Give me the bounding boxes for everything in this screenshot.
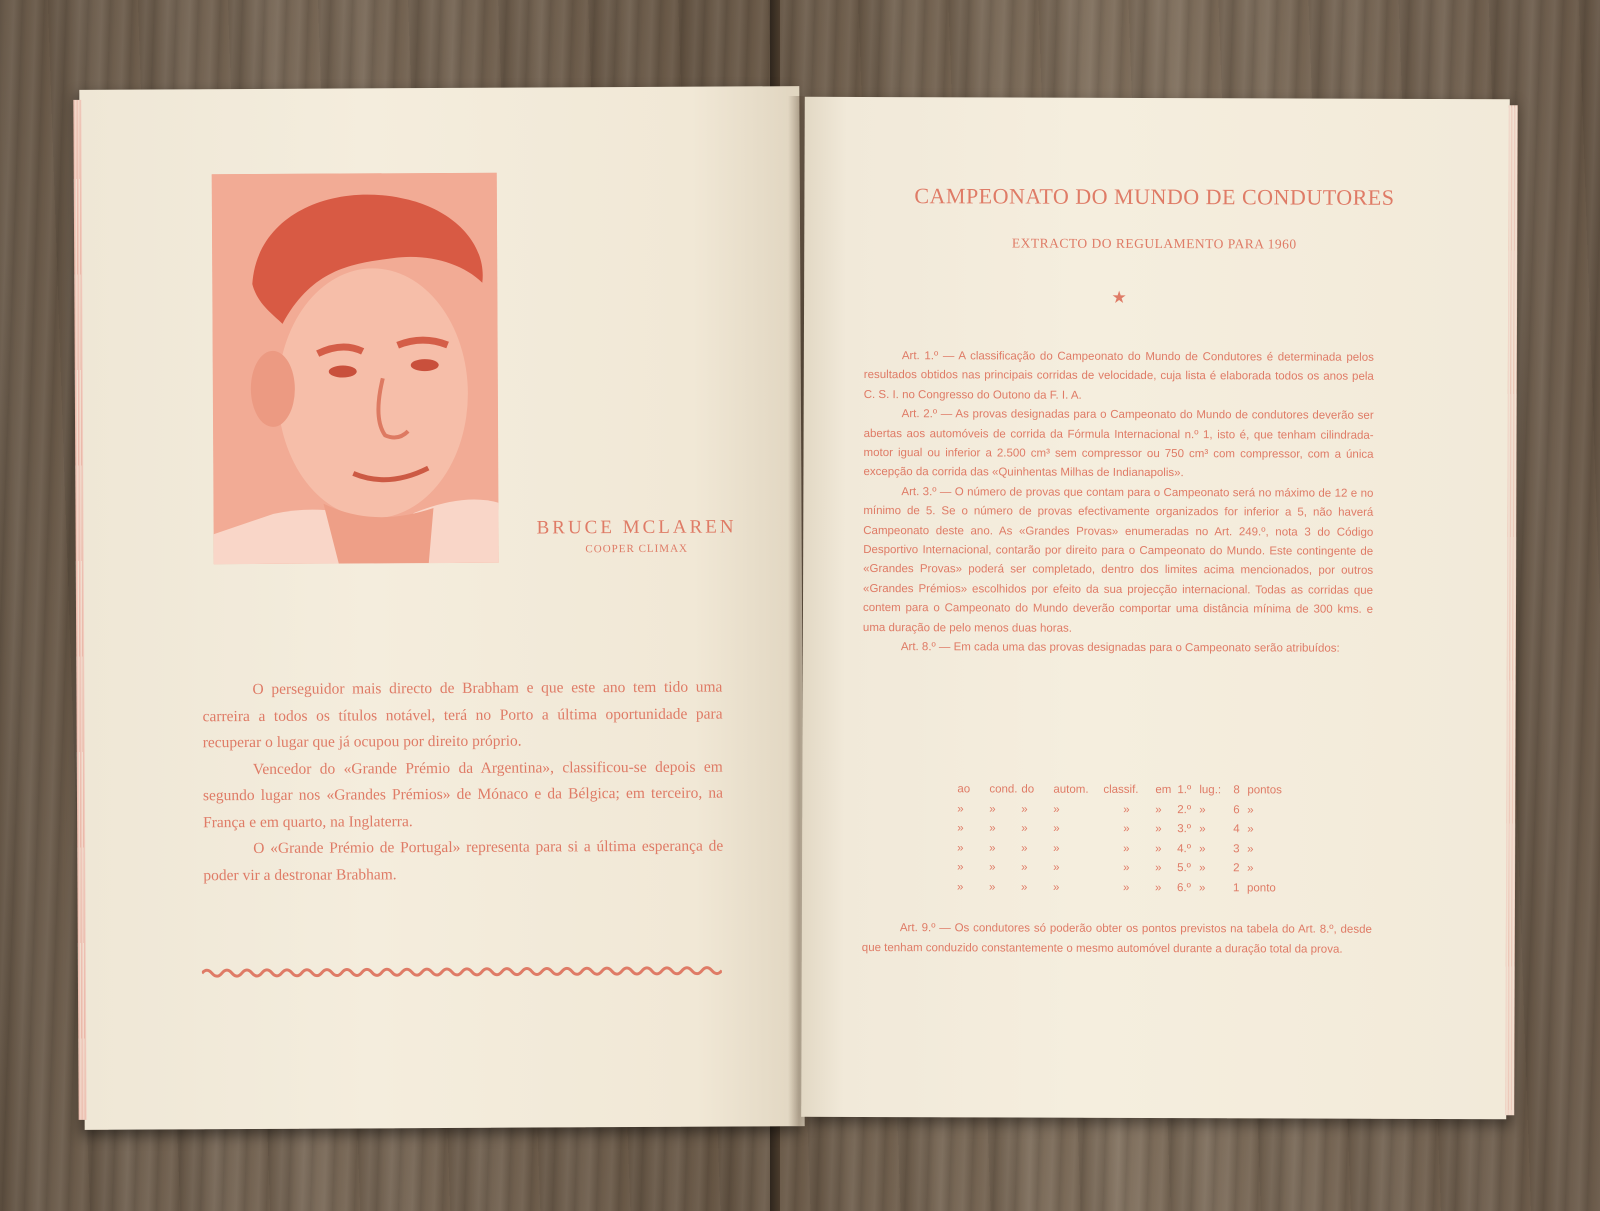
page-subtitle: EXTRACTO DO REGULAMENTO PARA 1960	[1011, 235, 1297, 252]
ditto-mark: »	[1053, 822, 1060, 835]
points-header-word: ao	[957, 783, 971, 796]
points-row	[957, 878, 1282, 899]
points-header-word: 8	[1233, 784, 1240, 797]
ditto-mark: »	[1021, 803, 1028, 816]
ditto-mark: »	[1199, 882, 1206, 895]
points-row	[957, 800, 1282, 821]
ditto-mark: »	[1155, 823, 1162, 836]
ditto-mark: »	[1053, 842, 1060, 855]
article-8: Art. 8.º — Em cada uma das provas designadas para o Campeonato serão atribuídos:	[900, 641, 1340, 655]
ditto-mark: »	[1155, 803, 1162, 816]
points-header-word: 1.º	[1177, 784, 1192, 797]
points-position: 4.º	[1177, 842, 1191, 855]
points-position: 2.º	[1177, 803, 1192, 816]
points-unit: »	[1247, 843, 1254, 856]
article-9-block	[862, 919, 1372, 960]
points-unit: »	[1247, 803, 1254, 816]
ditto-mark: »	[1053, 803, 1060, 816]
page-title: CAMPEONATO DO MUNDO DE CONDUTORES	[914, 183, 1395, 210]
points-header-row	[957, 780, 1282, 801]
page-edge-stack	[73, 100, 86, 1120]
points-position: 3.º	[1177, 823, 1192, 836]
driver-team: COOPER CLIMAX	[585, 542, 688, 556]
ditto-mark: »	[1155, 862, 1162, 875]
ditto-mark: »	[957, 822, 964, 835]
ditto-mark: »	[1199, 842, 1206, 855]
ditto-mark: »	[1199, 803, 1206, 816]
driver-bio	[202, 675, 723, 890]
ditto-mark: »	[1053, 881, 1060, 894]
points-header-word: lug.:	[1199, 784, 1222, 797]
points-row	[957, 819, 1282, 840]
bio-paragraph: O «Grande Prémio de Portugal» representa para si a última esperança de poder vir a destronar Brabham.	[203, 837, 724, 884]
ditto-mark: »	[989, 881, 996, 894]
article-3: Art. 3.º — O número de provas que contam para o Campeonato será no máximo de 12 e no mínimo de 5. Se o número de provas efectivamente organizados for inferior a 5, não haverá Campeonato deste ano. As «Grandes Provas» enumeradas no Art. 249.º, nota 3 do Código Desportivo Internacional, contarão por direito para o Campeonato do Mundo. Este contingente de «Grandes Provas» poderá ser completado, dentro dos limites acima mencionados, por outros «Grandes Prémios» escolhidos por efeito da sua projecção internacional. Todas as corridas que contem para o Campeonato do Mundo deverão comportar uma distância mínima de 300 kms. e uma duração de pelo menos duas horas.	[862, 485, 1374, 635]
driver-name: BRUCE MCLAREN	[536, 516, 737, 539]
ditto-mark: »	[1155, 881, 1162, 894]
ditto-mark: »	[1021, 881, 1028, 894]
ditto-mark: »	[989, 861, 996, 874]
left-page	[79, 86, 804, 1130]
points-position: 5.º	[1177, 862, 1191, 875]
article-2: Art. 2.º — As provas designadas para o Campeonato do Mundo de condutores deverão ser abertas aos automóveis de corrida da Fórmula Internacional n.º 1, isto é, que tenham cilindrada-motor igual ou inferior a 2.500 cm³ sem compressor ou 750 cm³ com compressor, com a única excepção da corrida das «Quinhentas Milhas de Indianapolis».	[863, 408, 1374, 480]
ditto-mark: »	[1021, 861, 1028, 874]
points-header-word: pontos	[1247, 784, 1282, 797]
article-9: Art. 9.º — Os condutores só poderão obter os pontos previstos na tabela do Art. 8.º, desde que tenham conduzido constantemente o mesmo automóvel durante a duração total da prova.	[861, 922, 1372, 956]
right-page	[801, 97, 1510, 1119]
ditto-mark: »	[1199, 823, 1206, 836]
ditto-mark: »	[957, 842, 964, 855]
bio-paragraph: Vencedor do «Grande Prémio da Argentina», classificou-se depois em segundo lugar nos «Grandes Prémios» de Mónaco e da Bélgica; em terceiro, na França e em quarto, na Inglaterra.	[202, 758, 724, 831]
bio-paragraph: O perseguidor mais directo de Brabham e que este ano tem tido uma carreira a todos os títulos notável, terá no Porto a última oportunidade para recuperar o lugar que já ocupou por direito próprio.	[202, 678, 723, 752]
ditto-mark: »	[1021, 822, 1028, 835]
points-table	[957, 780, 1307, 899]
points-value: 3	[1233, 843, 1240, 856]
points-header-word: autom.	[1053, 783, 1089, 796]
star-ornament-icon: ★	[1111, 287, 1127, 307]
points-value: 1	[1233, 882, 1240, 895]
ditto-mark: »	[1155, 842, 1162, 855]
points-row	[957, 859, 1282, 880]
points-value: 4	[1233, 823, 1240, 836]
points-value: 2	[1233, 862, 1240, 875]
ditto-mark: »	[1123, 823, 1130, 836]
article-1: Art. 1.º — A classificação do Campeonato do Mundo de Condutores é determinada pelos resultados obtidos nas principais corridas de velocidade, cuja lista é elaborada todos os anos pela C. S. I. no Congresso do Outono da F. I. A.	[863, 350, 1374, 402]
driver-portrait	[212, 173, 499, 564]
portrait-image	[212, 173, 499, 564]
ditto-mark: »	[1123, 881, 1130, 894]
wood-crack-top	[770, 0, 780, 100]
points-header-word: em	[1155, 784, 1172, 797]
ditto-mark: »	[1123, 862, 1130, 875]
ditto-mark: »	[989, 842, 996, 855]
ditto-mark: »	[989, 803, 996, 816]
ditto-mark: »	[957, 861, 964, 874]
ditto-mark: »	[957, 802, 964, 815]
points-header-word: do	[1021, 783, 1035, 796]
regulation-articles	[863, 347, 1374, 659]
page-edge-stack	[1505, 105, 1518, 1115]
decorative-wave-rule	[202, 965, 722, 980]
points-unit: »	[1247, 862, 1254, 875]
points-unit: »	[1247, 823, 1254, 836]
points-unit: ponto	[1247, 882, 1276, 895]
ditto-mark: »	[1021, 842, 1028, 855]
ditto-mark: »	[1199, 862, 1206, 875]
points-value: 6	[1233, 803, 1240, 816]
ditto-mark: »	[989, 822, 996, 835]
points-row	[957, 839, 1282, 860]
points-header-word: cond.	[989, 783, 1018, 796]
points-position: 6.º	[1177, 882, 1191, 895]
ditto-mark: »	[1053, 862, 1060, 875]
points-header-word: classif.	[1103, 783, 1139, 796]
ditto-mark: »	[1123, 842, 1130, 855]
ditto-mark: »	[957, 881, 964, 894]
ditto-mark: »	[1123, 803, 1130, 816]
